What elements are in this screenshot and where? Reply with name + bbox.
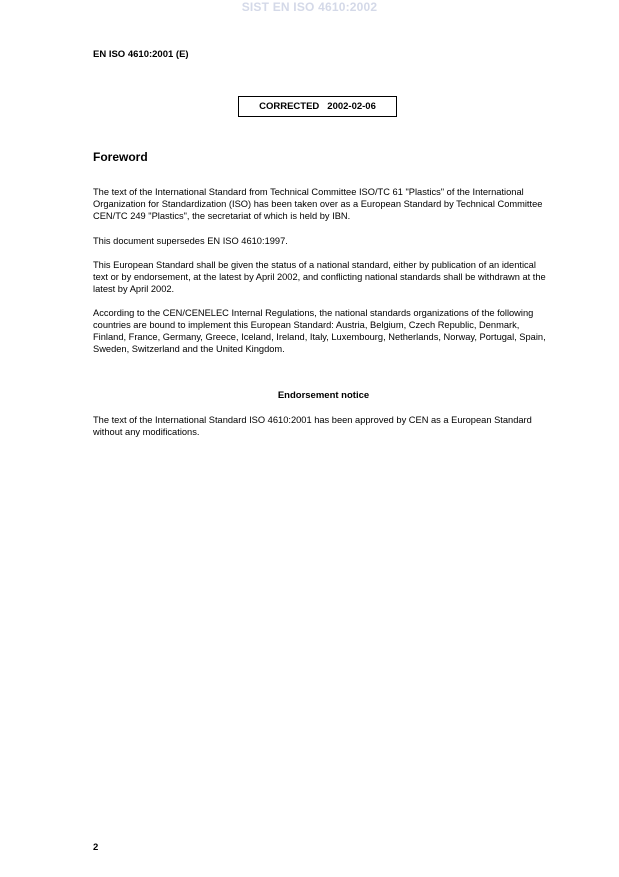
endorsement-paragraph: The text of the International Standard ISO 4610:2001 has been approved by CEN as a European Standard without any modifications.: [93, 415, 532, 437]
foreword-paragraph: According to the CEN/CENELEC Internal Regulations, the national standards organizations of the following countries are bound to implement this European Standard: Austria, Belgium, Czech Republic, Denmark, Finland, France, Germany, Greece, Iceland, Ireland, Italy, Luxembourg, Netherlands, Norway, Portugal, Spain, Sweden, Switzerland and the United Kingdom.: [93, 308, 546, 354]
foreword-paragraph: This European Standard shall be given the status of a national standard, either by publication of an identical text or by endorsement, at the latest by April 2002, and conflicting national standards shall be withdrawn at the latest by April 2002.: [93, 260, 546, 294]
foreword-heading: Foreword: [93, 150, 148, 164]
corrected-stamp: [238, 96, 397, 117]
foreword-paragraph: The text of the International Standard from Technical Committee ISO/TC 61 "Plastics" of the International Organization for Standardization (ISO) has been taken over as a European Standard by Technical Committee CEN/TC 249 "Plastics", the secretariat of which is held by IBN.: [93, 187, 543, 221]
watermark: SIST EN ISO 4610:2002: [241, 0, 378, 14]
corrected-label: CORRECTED: [259, 101, 320, 112]
endorsement-heading: Endorsement notice: [277, 390, 370, 401]
corrected-date: 2002-02-06: [327, 101, 376, 112]
document-reference: EN ISO 4610:2001 (E): [93, 49, 189, 60]
page-number: 2: [93, 842, 99, 853]
foreword-paragraph: This document supersedes EN ISO 4610:1997.: [93, 236, 288, 246]
